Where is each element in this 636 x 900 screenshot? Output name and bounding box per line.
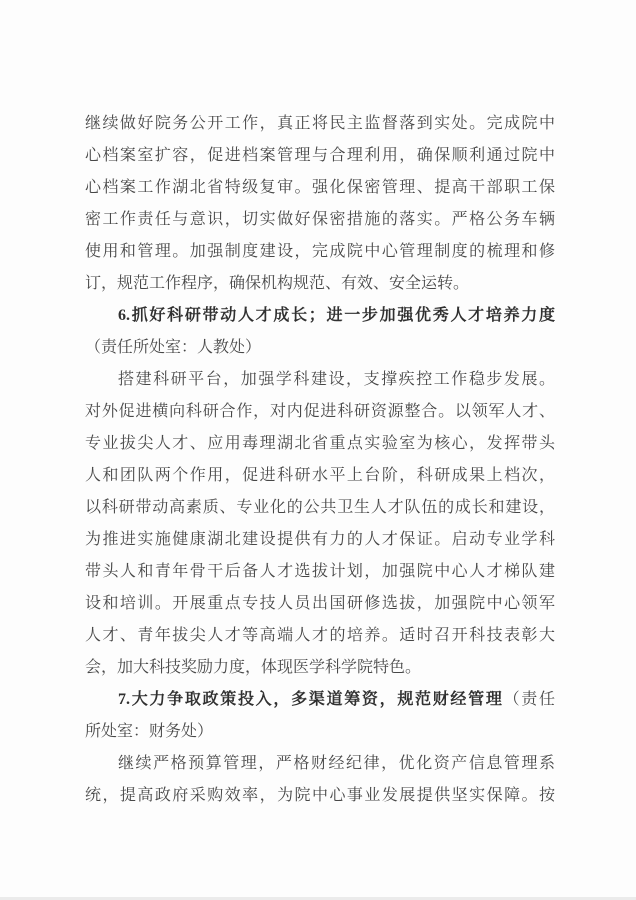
heading-text-segment: 6.抓好科研带动人才成长；进一步加强优秀人才培养力度	[118, 307, 555, 324]
body-text-segment: 设和培训。开展重点专技人员出国研修选拔，加强院中心领军	[85, 595, 555, 612]
body-text-segment: 人和团队两个作用，促进科研水平上台阶，科研成果上档次，	[85, 467, 555, 484]
body-text-segment: 人才、青年拔尖人才等高端人才的培养。适时召开科技表彰大	[85, 627, 555, 644]
body-text-segment: 专业拔尖人才、应用毒理湖北省重点实验室为核心，发挥带头	[85, 435, 555, 452]
body-text-segment: 会，加大科技奖励力度，体现医学科学院特色。	[85, 659, 422, 676]
text-line	[85, 236, 555, 268]
body-text-segment: 密工作责任与意识，切实做好保密措施的落实。严格公务车辆	[85, 211, 555, 228]
document-text-block	[85, 108, 555, 812]
text-line	[85, 108, 555, 140]
text-line	[85, 492, 555, 524]
heading-text-segment: 7.大力争取政策投入，多渠道筹资，规范财经管理	[118, 691, 504, 708]
body-text-segment: 所处室：财务处）	[85, 723, 214, 740]
text-line	[85, 748, 555, 780]
text-line	[85, 268, 555, 300]
text-line	[85, 716, 555, 748]
text-line	[85, 172, 555, 204]
text-line	[85, 204, 555, 236]
body-text-segment: 使用和管理。加强制度建设，完成院中心管理制度的梳理和修	[85, 243, 555, 260]
text-line	[85, 652, 555, 684]
text-line	[85, 684, 555, 716]
body-text-segment: 心档案室扩容，促进档案管理与合理利用，确保顺利通过院中	[85, 147, 555, 164]
text-line	[85, 428, 555, 460]
body-text-segment: （责任	[503, 691, 555, 708]
body-text-segment: 心档案工作湖北省特级复审。强化保密管理、提高干部职工保	[85, 179, 555, 196]
body-text-segment: 对外促进横向科研合作，对内促进科研资源整合。以领军人才、	[85, 403, 555, 420]
text-line	[85, 780, 555, 812]
text-line	[85, 396, 555, 428]
body-text-segment: 继续严格预算管理，严格财经纪律，优化资产信息管理系	[118, 755, 555, 772]
text-line	[85, 620, 555, 652]
text-line	[85, 524, 555, 556]
body-text-segment: 统，提高政府采购效率，为院中心事业发展提供坚实保障。按	[85, 787, 555, 804]
text-line	[85, 364, 555, 396]
body-text-segment: 搭建科研平台，加强学科建设，支撑疾控工作稳步发展。	[118, 371, 555, 388]
text-line	[85, 332, 555, 364]
body-text-segment: （责任所处室：人教处）	[85, 339, 262, 356]
body-text-segment: 带头人和青年骨干后备人才选拔计划，加强院中心人才梯队建	[85, 563, 555, 580]
text-line	[85, 556, 555, 588]
body-text-segment: 继续做好院务公开工作，真正将民主监督落到实处。完成院中	[85, 115, 555, 132]
body-text-segment: 订，规范工作程序，确保机构规范、有效、安全运转。	[85, 275, 470, 292]
text-line	[85, 588, 555, 620]
body-text-segment: 以科研带动高素质、专业化的公共卫生人才队伍的成长和建设，	[85, 499, 555, 516]
body-text-segment: 为推进实施健康湖北建设提供有力的人才保证。启动专业学科	[85, 531, 555, 548]
text-line	[85, 300, 555, 332]
text-line	[85, 140, 555, 172]
text-line	[85, 460, 555, 492]
